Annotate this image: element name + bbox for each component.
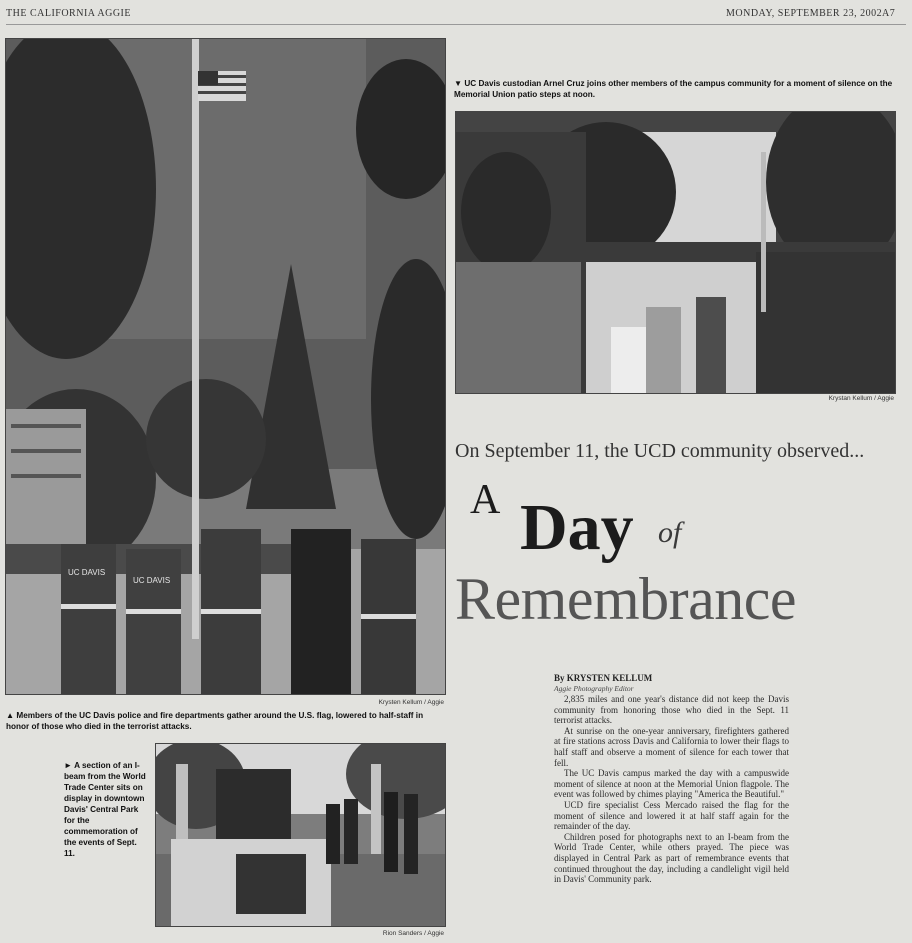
paragraph-1: 2,835 miles and one year's distance did not keep the Davis community from honoring those who died in the Sept. 11 terrorist attacks.: [554, 694, 789, 726]
article-body: [554, 694, 789, 885]
issue-date: MONDAY, SEPTEMBER 23, 2002: [726, 8, 883, 19]
ibeam-photo-credit: Rion Sanders / Aggie: [382, 930, 444, 937]
flag-photo-caption: ▲ Members of the UC Davis police and fire departments gather around the U.S. flag, lowered to half-staff in honor of those who died in the terrorist attacks.: [6, 711, 424, 731]
headline-of: of: [658, 516, 682, 549]
page-number: A7: [882, 8, 896, 19]
headline-a: A: [470, 477, 501, 523]
paragraph-3: The UC Davis campus marked the day with a campuswide moment of silence at noon at the Memorial Union flagpole. The event was followed by chimes playing "America the Beautiful.": [554, 768, 789, 800]
silence-photo-credit: Krystan Kellum / Aggie: [828, 395, 894, 402]
masthead-rule: [6, 24, 906, 25]
jacket-text-1: UC DAVIS: [68, 568, 106, 577]
headline-intro: On September 11, the UCD community observed...: [455, 440, 865, 462]
headline-remembrance: Remembrance: [455, 566, 796, 632]
paper-name: THE CALIFORNIA AGGIE: [6, 8, 131, 19]
flag-photo: [5, 38, 446, 695]
byline: By KRYSTEN KELLUM: [554, 673, 653, 683]
paragraph-2: At sunrise on the one-year anniversary, firefighters gathered at fire stations across Davis and California to lower their flags to half staff and observe a moment of silence for each tower that fell.: [554, 725, 789, 768]
byline-role: Aggie Photography Editor: [554, 684, 634, 693]
jacket-text-2: UC DAVIS: [133, 576, 171, 585]
paragraph-5: Children posed for photographs next to an I-beam from the World Trade Center, while others prayed. The piece was displayed in Central Park as part of remembrance events that continued throughout the day, including a candlelight vigil held in Davis' Community park.: [554, 831, 789, 885]
paragraph-4: UCD fire specialist Cess Mercado raised the flag for the moment of silence and lowered it at half staff again for the remainder of the day.: [554, 799, 789, 832]
flag-photo-credit: Krysten Kellum / Aggie: [378, 699, 444, 706]
ibeam-photo-caption: ► A section of an I-beam from the World Trade Center sits on display in downtown Davis' Central Park for the commemoration of the events of Sept. 11.: [64, 761, 146, 858]
silence-photo-caption: ▼ UC Davis custodian Arnel Cruz joins other members of the campus community for a moment of silence on the Memorial Union patio steps at noon.: [454, 79, 893, 99]
ibeam-photo: [155, 743, 446, 927]
headline-day: Day: [520, 491, 634, 564]
silence-photo: [455, 111, 896, 394]
